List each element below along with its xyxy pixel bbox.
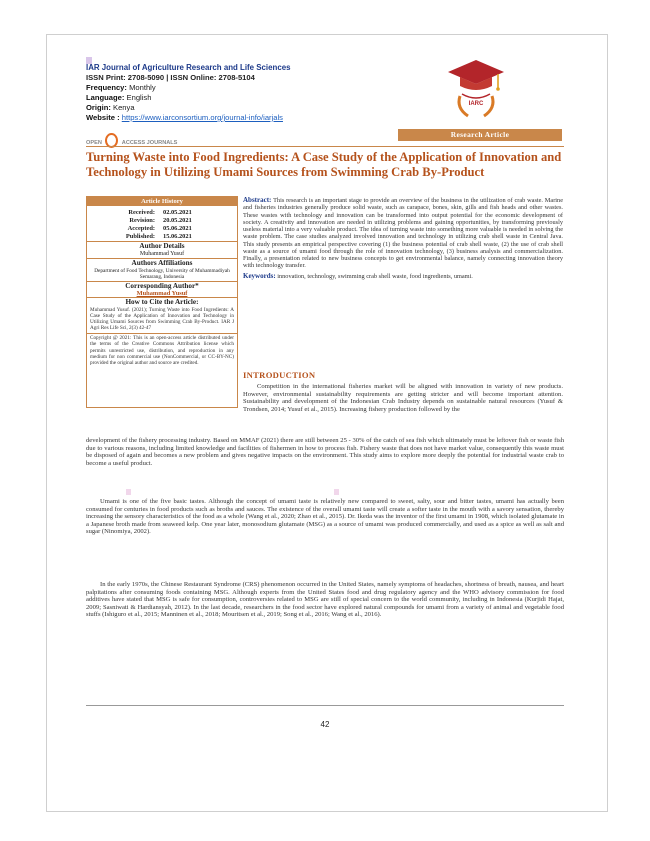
article-title: Turning Waste into Food Ingredients: A Case Study of the Application of Innovation and Technology in Utilizing Umami Sources from Swimming Crab By-Product	[86, 150, 562, 179]
website-label: Website :	[86, 113, 120, 122]
open-access-a: OPEN	[86, 140, 102, 146]
open-access-b: ACCESS JOURNALS	[121, 140, 178, 146]
logo-text: IARC	[468, 101, 484, 107]
history-label: Published:	[125, 233, 155, 240]
history-value: 05.06.2021	[163, 225, 192, 232]
origin-value: Kenya	[113, 103, 135, 112]
highlight-mark	[334, 489, 339, 495]
keywords-text: innovation, technology, swimming crab shell waste, food ingredients, umami.	[277, 272, 473, 280]
author-name: Muhammad Yusuf	[139, 251, 185, 257]
corresponding-name: Muhammad Yusuf	[136, 289, 188, 297]
history-value: 15.06.2021	[163, 233, 192, 240]
history-label: Received:	[128, 209, 155, 216]
affiliations-title: Authors Affiliations	[87, 258, 237, 268]
frequency-line	[86, 83, 156, 93]
introduction-heading: INTRODUCTION	[243, 370, 316, 380]
iarc-logo	[446, 56, 506, 122]
cite-title: How to Cite the Article:	[87, 297, 237, 307]
abstract-label: Abstract:	[243, 196, 272, 204]
intro-paragraph-2: Umami is one of the five basic tastes. Although the concept of umami taste is relatively new compared to sweet, salty, sour and bitter tastes, umami has actually been consumed for centuries in food products such as broths and sauces. The existence of the overall umami taste will create a softer taste in the mouth with a savory sensation, thereby increasing the sensory characteristics of the food as a whole (Wang et al., 2020; Zhao et al., 2015). Dr. Ikeda was the inventor of the first umami in 1908, which isolated glutamate in a Japanese broth made from seaweed kelp. One year later, monosodium glutamate (MSG) as a source of umami was produced commercially, and used as a spice as well as salt and sugar (Ninomiya, 2002).	[86, 498, 564, 536]
history-row	[87, 225, 237, 233]
history-value: 20.05.2021	[163, 217, 192, 224]
frequency-value: Monthly	[129, 83, 156, 92]
website-line	[86, 113, 283, 123]
keywords-label: Keywords:	[243, 271, 276, 280]
history-label: Revision:	[129, 217, 155, 224]
language-label: Language:	[86, 93, 125, 102]
intro-paragraph-full: development of the fishery processing industry. Based on MMAF (2021) there are still between 25 - 30% of the catch of sea fish which ultimately must be leftover fish or waste fish due to various reasons, including limited knowledge and facilities of fishermen in how to process fish. Fishery waste that does not have market value, consequently this waste must be disposed of again and becomes a new problem and gives negative impacts on the environment. This study aims to explore more deeply the potential for industrial waste crab to become a useful product.	[86, 437, 564, 467]
history-value: 02.05.2021	[163, 209, 192, 216]
research-article-badge: Research Article	[398, 129, 562, 141]
article-history-header: Article History	[87, 197, 237, 206]
language-line	[86, 93, 151, 103]
cite-text: Muhammad Yusuf. (2021); Turning Waste into Food Ingredients: A Case Study of the Application of Innovation and Technology in Utilizing Umami Sources from Swimming Crab By-Product. IAR J Agri Res Life Sci, 2(3) 42-47	[90, 307, 234, 332]
copyright-text: Copyright @ 2021: This is an open-access article distributed under the terms of the Creative Commons Attribution license which permits unrestricted use, distribution, and reproduction in any medium for non commercial use (NonCommercial, or CC-BY-NC) provided the original author and source are credited.	[87, 333, 237, 365]
intro-paragraph-column: Competition in the international fisheries market will be aligned with innovation in variety of new products. However, environmental sustainability requirements are getting stricter and will become important attention. Sustainability and development of the Indonesian Crab Industry depends on sustainable natural resources (Yusuf & Trondsen, 2014; Yusuf et al., 2015). Increasing fishery production followed by the	[243, 383, 563, 413]
article-history-box	[86, 196, 238, 408]
journal-name: IAR Journal of Agriculture Research and Life Sciences	[86, 63, 291, 72]
author-details-title: Author Details	[87, 241, 237, 251]
issn-line: ISSN Print: 2708-5090 | ISSN Online: 2708-5104	[86, 73, 255, 82]
origin-label: Origin:	[86, 103, 111, 112]
footer-rule	[86, 705, 564, 706]
history-row	[87, 209, 237, 217]
affiliation: Department of Food Technology, University of Muhammadiyah Semarang, Indonesia	[94, 267, 230, 280]
corresponding-title: Corresponding Author*	[87, 281, 237, 291]
frequency-label: Frequency:	[86, 83, 127, 92]
highlight-mark	[126, 489, 131, 495]
keywords-line	[243, 273, 563, 280]
intro-paragraph-3: In the early 1970s, the Chinese Restaurant Syndrome (CRS) phenomenon occurred in the United States, namely symptoms of headaches, shortness of breath, nausea, and heart palpitations after consuming foods containing MSG. Although experts from the United States food and drug regulatory agency and the WHO advisory commission for food additives have stated that MSG is safe for consumption, controversies related to MSG are still of special concern to the world community, including in Indonesia (Kurjidi Hajat, 2009; Sasniwati & Hardiansyah, 2012). In the last decade, researchers in the food sector have explored natural compounds for umami from a variety of animal and vegetable food stuffs (Ishiguro et al., 2015; Manninen et al., 2018; Mouritsen et al., 2019; Song et al., 2016; Wang et al., 2016).	[86, 581, 564, 619]
website-link[interactable]: https://www.iarconsortium.org/journal-info/iarjals	[121, 113, 283, 122]
history-row	[87, 233, 237, 241]
abstract-block	[243, 197, 563, 280]
history-row	[87, 217, 237, 225]
history-label: Accepted:	[127, 225, 155, 232]
page-number: 42	[320, 720, 330, 729]
graduation-cap-icon	[446, 56, 506, 122]
language-value: English	[126, 93, 152, 102]
origin-line	[86, 103, 135, 113]
abstract-text: This research is an important stage to provide an overview of the business in the utilization of crab waste. Marine and fisheries industries generally produce solid waste, such as carapace, bones, skin, gills and fish heads and other wastes. These wastes with technology and innovation can be transformed into output potential for the economic development of society. A creativity and innovation are needed in utilizing problems and gaining opportunities, by transforming previously useless material into a very valuable product. The idea of turning waste into something more valuable is needed in solving the waste problem. The case studies analyzed involved innovation and technology in utilizing crab shell waste in Central Java. This study presents an empirical perspective covering (1) the business potential of crab shell waste, (2) the use of crab shell waste as a source of umami food through the role of innovation technology, (3) business analysis and commercialization. Finally, a presentation related to new business concepts to get environmental balance, namely connecting innovation theory with technology transfer.	[243, 197, 563, 270]
header-rule	[86, 146, 564, 147]
